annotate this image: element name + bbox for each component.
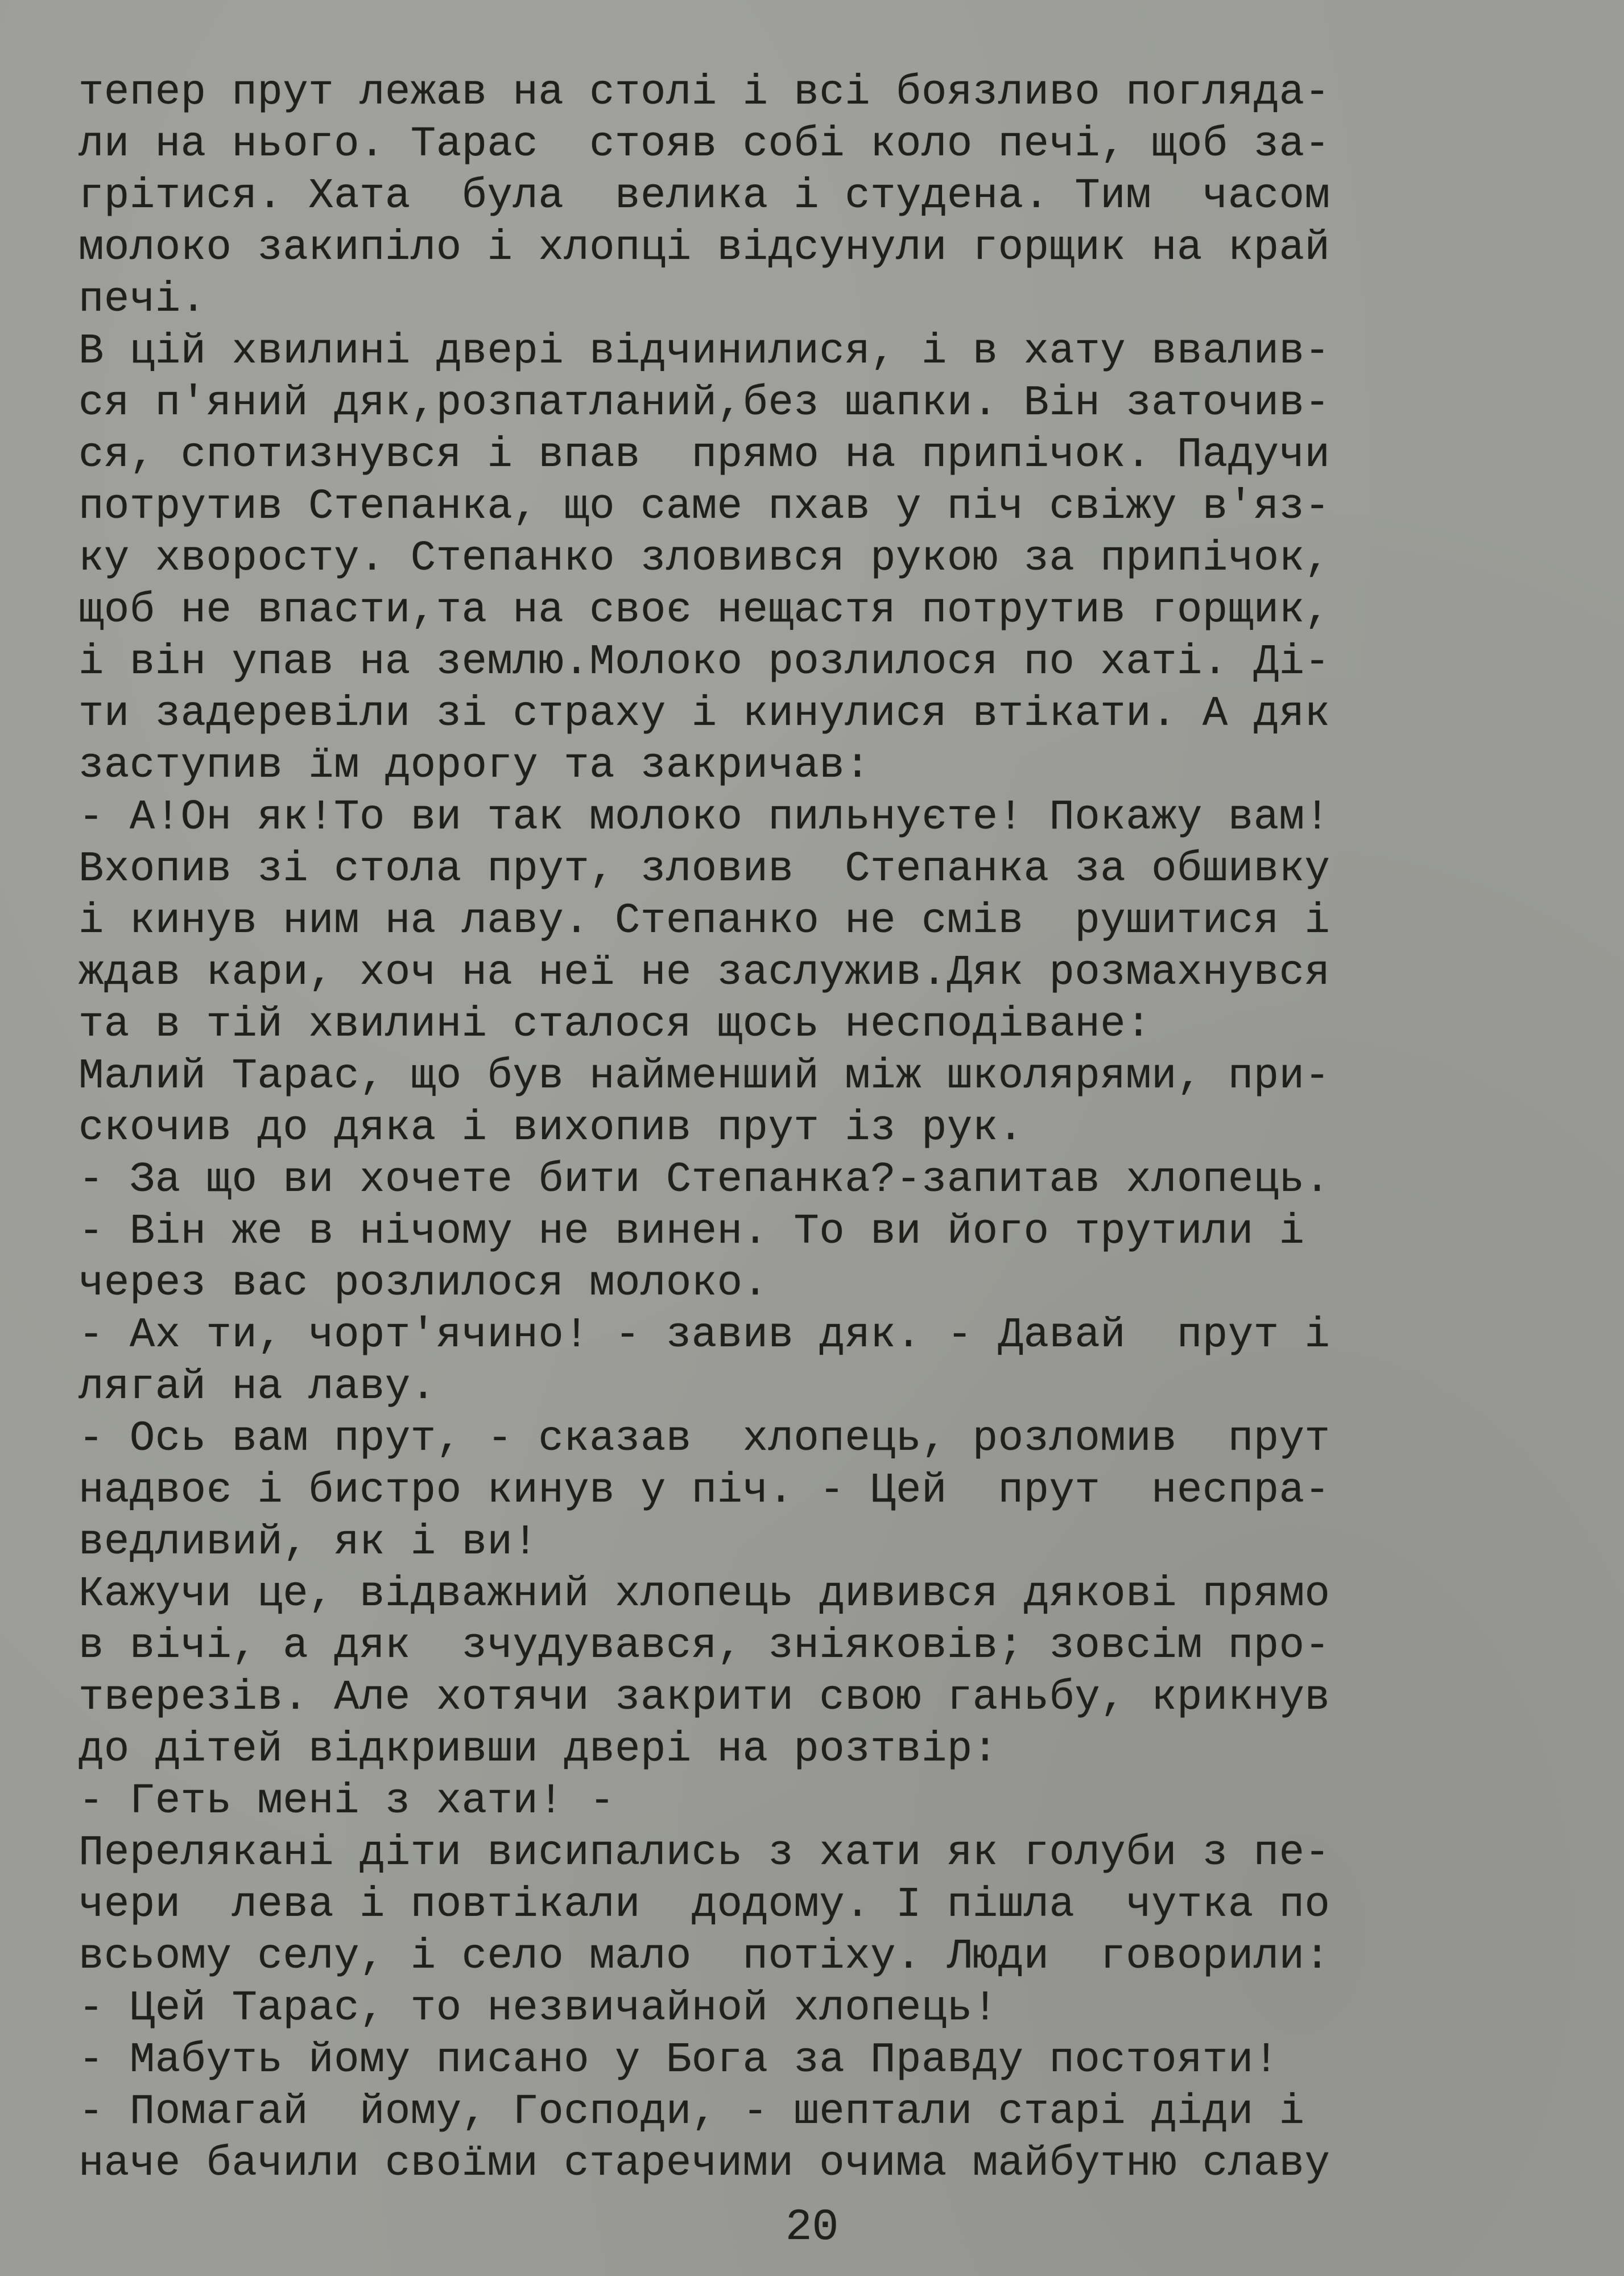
text-line: грітися. Хата була велика і студена. Тим часом <box>78 172 1330 220</box>
text-line: тепер прут лежав на столі і всі боязливо поглядa- <box>78 69 1330 117</box>
text-line: молоко закипіло і хлопці відсунули горщик на край <box>78 224 1330 272</box>
text-line: всьому селу, і село мало потіху. Люди говорили: <box>78 1933 1330 1981</box>
text-line: Кажучи це, відважний хлопець дивився дякові прямо <box>78 1570 1330 1618</box>
text-line: в вічі, а дяк зчудувався, зніяковів; зовсім про- <box>78 1622 1330 1670</box>
text-line: через вас розлилося молоко. <box>78 1260 768 1308</box>
text-line: - Мабуть йому писано у Бога за Правду постояти! <box>78 2036 1279 2084</box>
text-line: ли на нього. Тарас стояв собі коло печі, щоб за- <box>78 121 1330 168</box>
text-line: В цій хвилині двері відчинилися, і в хату ввалив- <box>78 328 1330 376</box>
text-line: Малий Тарас, що був найменший між школярями, при- <box>78 1053 1330 1100</box>
text-line: щоб не впасти,та на своє нещастя потрутив горщик, <box>78 587 1330 634</box>
text-line: надвоє і бистро кинув у піч. - Цей прут неспра- <box>78 1467 1330 1515</box>
text-line: і він упав на землю.Молоко розлилося по хаті. Ді- <box>78 638 1330 686</box>
page-number: 20 <box>785 2203 839 2253</box>
text-line: ти задеревіли зі страху і кинулися втікати. А дяк <box>78 690 1330 738</box>
text-line: наче бачили своїми старечими очима майбутню славу <box>78 2140 1330 2188</box>
text-line: лягай на лаву. <box>78 1363 436 1411</box>
text-line: - Помагай йому, Господи, - шептали старі діди і <box>78 2088 1305 2136</box>
text-line: потрутив Степанка, що саме пхав у піч свіжу в'яз- <box>78 483 1330 531</box>
text-line: ку хворосту. Степанко зловився рукою за припічок, <box>78 535 1330 583</box>
text-line: ся п'яний дяк,розпатланий,без шапки. Він заточив- <box>78 380 1330 427</box>
text-line: Вхопив зі стола прут, зловив Степанка за обшивку <box>78 846 1330 893</box>
text-line: заступив їм дорогу та закричав: <box>78 742 871 790</box>
text-line: печі. <box>78 276 206 324</box>
text-line: до дітей відкривши двері на розтвір: <box>78 1726 998 1774</box>
text-line: чери лева і повтікали додому. І пішла чутка по <box>78 1881 1330 1929</box>
text-line: ся, спотизнувся і впав прямо на припічок. Падучи <box>78 431 1330 479</box>
text-line: та в тій хвилині сталося щось несподіване: <box>78 1001 1152 1049</box>
text-line: - Цей Тарас, то незвичайной хлопець! <box>78 1985 998 2032</box>
text-line: - Геть мені з хати! - <box>78 1778 615 1825</box>
text-line: скочив до дяка і вихопив прут із рук. <box>78 1104 1024 1152</box>
text-line: Переляканi діти висипались з хати як голуби з пе- <box>78 1829 1330 1877</box>
text-line: - А!Он як!То ви так молоко пильнуєте! Покажу вам! <box>78 794 1330 842</box>
text-line: і кинув ним на лаву. Степанко не смів рушитися і <box>78 897 1330 945</box>
page-text <box>78 67 1563 2190</box>
text-line: - Він же в нічому не винен. То ви його трутили і <box>78 1208 1305 1256</box>
text-line: - Ось вам прут, - сказав хлопець, розломив прут <box>78 1415 1330 1463</box>
text-line: тверезів. Але хотячи закрити свою ганьбу, крикнув <box>78 1674 1330 1722</box>
text-line: - За що ви хочете бити Степанка?-запитав хлопець. <box>78 1156 1330 1204</box>
text-line: - Ах ти, чорт'ячино! - завив дяк. - Давай прут і <box>78 1312 1330 1359</box>
text-line: ждав кари, хоч на неї не заслужив.Дяк розмахнувся <box>78 949 1330 997</box>
text-line: ведливий, як і ви! <box>78 1519 539 1566</box>
